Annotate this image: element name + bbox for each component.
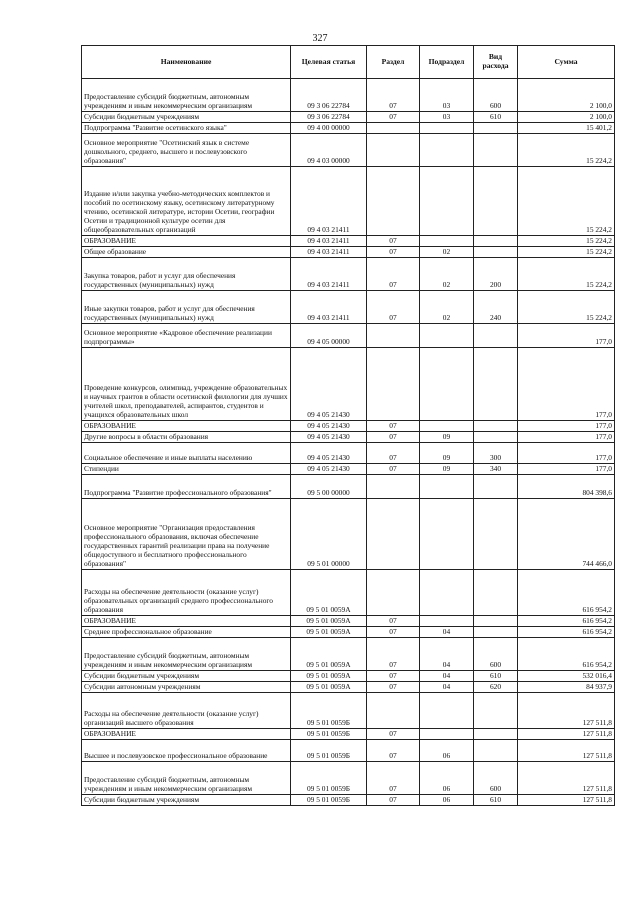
cell-subsection: 09 bbox=[420, 432, 474, 443]
cell-subsection: 02 bbox=[420, 247, 474, 258]
cell-section bbox=[367, 324, 420, 348]
cell-target: 09 4 05 00000 bbox=[291, 324, 367, 348]
cell-section bbox=[367, 475, 420, 499]
cell-section: 07 bbox=[367, 258, 420, 291]
cell-section: 07 bbox=[367, 291, 420, 324]
cell-sum: 15 224,2 bbox=[518, 258, 615, 291]
cell-target: 09 5 01 0059А bbox=[291, 627, 367, 638]
cell-sum: 15 224,2 bbox=[518, 236, 615, 247]
cell-name: Основное мероприятие "Осетинский язык в системе дошкольного, среднего, высшего и послевузовского образования" bbox=[82, 134, 291, 167]
cell-subsection: 04 bbox=[420, 671, 474, 682]
cell-section: 07 bbox=[367, 729, 420, 740]
cell-section bbox=[367, 499, 420, 570]
cell-sum: 2 100,0 bbox=[518, 79, 615, 112]
table-row bbox=[82, 740, 615, 762]
cell-expense-type: 600 bbox=[474, 762, 518, 795]
cell-expense-type bbox=[474, 134, 518, 167]
cell-target: 09 4 03 21411 bbox=[291, 236, 367, 247]
cell-expense-type: 340 bbox=[474, 464, 518, 475]
cell-name: ОБРАЗОВАНИЕ bbox=[82, 236, 291, 247]
cell-name: Расходы на обеспечение деятельности (оказание услуг) организаций высшего образования bbox=[82, 693, 291, 729]
cell-sum: 127 511,8 bbox=[518, 693, 615, 729]
table-row bbox=[82, 123, 615, 134]
cell-expense-type bbox=[474, 627, 518, 638]
cell-section: 07 bbox=[367, 247, 420, 258]
cell-expense-type bbox=[474, 740, 518, 762]
cell-expense-type bbox=[474, 421, 518, 432]
cell-sum: 15 224,2 bbox=[518, 167, 615, 236]
table-row bbox=[82, 324, 615, 348]
table-header-row bbox=[82, 46, 615, 79]
table-row bbox=[82, 348, 615, 421]
cell-subsection bbox=[420, 167, 474, 236]
cell-expense-type bbox=[474, 123, 518, 134]
cell-section: 07 bbox=[367, 682, 420, 693]
cell-target: 09 4 05 21430 bbox=[291, 421, 367, 432]
cell-name: Общее образование bbox=[82, 247, 291, 258]
cell-subsection bbox=[420, 570, 474, 616]
cell-name: Высшее и послевузовское профессиональное образование bbox=[82, 740, 291, 762]
table-row bbox=[82, 729, 615, 740]
cell-target: 09 5 00 00000 bbox=[291, 475, 367, 499]
table-row bbox=[82, 258, 615, 291]
cell-target: 09 4 05 21430 bbox=[291, 348, 367, 421]
table-row bbox=[82, 421, 615, 432]
cell-name: Основное мероприятие «Кадровое обеспечение реализации подпрограммы» bbox=[82, 324, 291, 348]
cell-name: Издание и/или закупка учебно-методических комплектов и пособий по осетинскому языку, осетинскому литературному чтению, осетинской литературе, истории Осетии, географии Осетии и традиционной культуре осетин для общеобразовательных организаций bbox=[82, 167, 291, 236]
cell-expense-type: 240 bbox=[474, 291, 518, 324]
cell-name: Предоставление субсидий бюджетным, автономным учреждениям и иным некоммерческим организациям bbox=[82, 79, 291, 112]
cell-section bbox=[367, 348, 420, 421]
cell-target: 09 3 06 22784 bbox=[291, 79, 367, 112]
cell-sum: 127 511,8 bbox=[518, 762, 615, 795]
cell-sum: 616 954,2 bbox=[518, 616, 615, 627]
cell-target: 09 5 01 0059Б bbox=[291, 762, 367, 795]
table-body bbox=[82, 79, 615, 806]
cell-subsection: 09 bbox=[420, 443, 474, 464]
cell-name: Предоставление субсидий бюджетным, автономным учреждениям и иным некоммерческим организациям bbox=[82, 638, 291, 671]
cell-sum: 804 398,6 bbox=[518, 475, 615, 499]
cell-expense-type bbox=[474, 729, 518, 740]
table-row bbox=[82, 167, 615, 236]
cell-section bbox=[367, 693, 420, 729]
cell-subsection: 02 bbox=[420, 258, 474, 291]
cell-subsection: 04 bbox=[420, 638, 474, 671]
cell-name: Субсидии бюджетным учреждениям bbox=[82, 671, 291, 682]
table-row bbox=[82, 638, 615, 671]
cell-sum: 532 016,4 bbox=[518, 671, 615, 682]
cell-subsection: 03 bbox=[420, 112, 474, 123]
cell-sum: 84 937,9 bbox=[518, 682, 615, 693]
cell-target: 09 5 01 0059А bbox=[291, 682, 367, 693]
page-number: 327 bbox=[312, 33, 328, 44]
cell-expense-type: 200 bbox=[474, 258, 518, 291]
cell-section: 07 bbox=[367, 79, 420, 112]
column-header-target: Целевая статья bbox=[291, 46, 367, 79]
cell-subsection: 02 bbox=[420, 291, 474, 324]
column-header-expense-type: Вид расхода bbox=[474, 46, 518, 79]
cell-target: 09 4 03 21411 bbox=[291, 167, 367, 236]
cell-target: 09 4 00 00000 bbox=[291, 123, 367, 134]
cell-name: Стипендии bbox=[82, 464, 291, 475]
column-header-subsection: Подраздел bbox=[420, 46, 474, 79]
cell-expense-type bbox=[474, 475, 518, 499]
cell-subsection bbox=[420, 616, 474, 627]
cell-sum: 616 954,2 bbox=[518, 570, 615, 616]
table-row bbox=[82, 762, 615, 795]
cell-section: 07 bbox=[367, 638, 420, 671]
cell-sum: 177,0 bbox=[518, 324, 615, 348]
cell-subsection: 06 bbox=[420, 795, 474, 806]
cell-target: 09 4 03 21411 bbox=[291, 247, 367, 258]
cell-target: 09 5 01 0059Б bbox=[291, 795, 367, 806]
cell-sum: 127 511,8 bbox=[518, 740, 615, 762]
cell-name: Подпрограмма "Развитие осетинского языка" bbox=[82, 123, 291, 134]
cell-expense-type: 600 bbox=[474, 638, 518, 671]
cell-target: 09 5 01 0059Б bbox=[291, 740, 367, 762]
cell-sum: 616 954,2 bbox=[518, 627, 615, 638]
cell-sum: 2 100,0 bbox=[518, 112, 615, 123]
cell-subsection: 03 bbox=[420, 79, 474, 112]
table-row bbox=[82, 443, 615, 464]
cell-name: ОБРАЗОВАНИЕ bbox=[82, 616, 291, 627]
cell-name: Расходы на обеспечение деятельности (оказание услуг) образовательных организаций среднего профессионального образования bbox=[82, 570, 291, 616]
cell-expense-type: 610 bbox=[474, 112, 518, 123]
table-row bbox=[82, 671, 615, 682]
cell-expense-type: 600 bbox=[474, 79, 518, 112]
cell-subsection bbox=[420, 421, 474, 432]
cell-subsection bbox=[420, 236, 474, 247]
cell-sum: 177,0 bbox=[518, 464, 615, 475]
cell-subsection bbox=[420, 729, 474, 740]
cell-sum: 177,0 bbox=[518, 348, 615, 421]
cell-name: Субсидии бюджетным учреждениям bbox=[82, 795, 291, 806]
cell-expense-type: 610 bbox=[474, 671, 518, 682]
table-row bbox=[82, 247, 615, 258]
table-row bbox=[82, 112, 615, 123]
cell-sum: 15 224,2 bbox=[518, 134, 615, 167]
cell-name: Среднее профессиональное образование bbox=[82, 627, 291, 638]
cell-name: Субсидии бюджетным учреждениям bbox=[82, 112, 291, 123]
cell-section: 07 bbox=[367, 616, 420, 627]
table-row bbox=[82, 475, 615, 499]
cell-target: 09 5 01 0059Б bbox=[291, 729, 367, 740]
cell-target: 09 4 03 21411 bbox=[291, 291, 367, 324]
cell-name: ОБРАЗОВАНИЕ bbox=[82, 421, 291, 432]
cell-target: 09 4 05 21430 bbox=[291, 443, 367, 464]
cell-name: Субсидии автономным учреждениям bbox=[82, 682, 291, 693]
cell-sum: 127 511,8 bbox=[518, 795, 615, 806]
cell-name: Подпрограмма "Развитие профессионального образования" bbox=[82, 475, 291, 499]
cell-section bbox=[367, 134, 420, 167]
table-row bbox=[82, 570, 615, 616]
column-header-sum: Сумма bbox=[518, 46, 615, 79]
table-row bbox=[82, 616, 615, 627]
cell-name: Основное мероприятие "Организация предоставления профессионального образования, включая обеспечение государственных гарантий реализации права на получение общедоступного и бесплатного профессионального образования" bbox=[82, 499, 291, 570]
table-row bbox=[82, 682, 615, 693]
cell-sum: 15 401,2 bbox=[518, 123, 615, 134]
cell-expense-type bbox=[474, 432, 518, 443]
cell-subsection bbox=[420, 123, 474, 134]
cell-subsection: 04 bbox=[420, 682, 474, 693]
table-row bbox=[82, 236, 615, 247]
cell-expense-type bbox=[474, 348, 518, 421]
cell-target: 09 3 06 22784 bbox=[291, 112, 367, 123]
table-row bbox=[82, 795, 615, 806]
cell-target: 09 5 01 0059А bbox=[291, 616, 367, 627]
cell-name: Социальное обеспечение и иные выплаты населению bbox=[82, 443, 291, 464]
cell-section: 07 bbox=[367, 432, 420, 443]
cell-subsection bbox=[420, 348, 474, 421]
cell-sum: 15 224,2 bbox=[518, 291, 615, 324]
cell-subsection bbox=[420, 134, 474, 167]
table-row bbox=[82, 134, 615, 167]
cell-expense-type bbox=[474, 324, 518, 348]
cell-expense-type bbox=[474, 167, 518, 236]
cell-target: 09 5 01 0059А bbox=[291, 570, 367, 616]
cell-sum: 744 466,0 bbox=[518, 499, 615, 570]
table-row bbox=[82, 693, 615, 729]
cell-section: 07 bbox=[367, 795, 420, 806]
cell-expense-type: 610 bbox=[474, 795, 518, 806]
cell-section: 07 bbox=[367, 443, 420, 464]
cell-section: 07 bbox=[367, 112, 420, 123]
cell-section bbox=[367, 123, 420, 134]
cell-section: 07 bbox=[367, 464, 420, 475]
cell-target: 09 5 01 00000 bbox=[291, 499, 367, 570]
cell-expense-type: 300 bbox=[474, 443, 518, 464]
cell-target: 09 4 03 00000 bbox=[291, 134, 367, 167]
cell-name: ОБРАЗОВАНИЕ bbox=[82, 729, 291, 740]
budget-table bbox=[81, 45, 615, 806]
cell-subsection: 09 bbox=[420, 464, 474, 475]
cell-section: 07 bbox=[367, 740, 420, 762]
column-header-section: Раздел bbox=[367, 46, 420, 79]
cell-subsection bbox=[420, 475, 474, 499]
cell-expense-type bbox=[474, 247, 518, 258]
cell-name: Закупка товаров, работ и услуг для обеспечения государственных (муниципальных) нужд bbox=[82, 258, 291, 291]
cell-subsection bbox=[420, 693, 474, 729]
cell-sum: 177,0 bbox=[518, 443, 615, 464]
cell-expense-type bbox=[474, 570, 518, 616]
cell-subsection: 06 bbox=[420, 762, 474, 795]
cell-name: Проведение конкурсов, олимпиад, учреждение образовательных и научных грантов в области осетинской филологии для лучших учителей школ, преподавателей, аспирантов, студентов и учащихся образовательных школ bbox=[82, 348, 291, 421]
cell-expense-type: 620 bbox=[474, 682, 518, 693]
cell-target: 09 4 05 21430 bbox=[291, 464, 367, 475]
cell-expense-type bbox=[474, 236, 518, 247]
table-row bbox=[82, 499, 615, 570]
cell-section: 07 bbox=[367, 671, 420, 682]
cell-target: 09 5 01 0059А bbox=[291, 671, 367, 682]
cell-name: Другие вопросы в области образования bbox=[82, 432, 291, 443]
cell-subsection: 06 bbox=[420, 740, 474, 762]
cell-subsection bbox=[420, 324, 474, 348]
table-row bbox=[82, 464, 615, 475]
cell-expense-type bbox=[474, 693, 518, 729]
cell-name: Предоставление субсидий бюджетным, автономным учреждениям и иным некоммерческим организациям bbox=[82, 762, 291, 795]
cell-target: 09 4 03 21411 bbox=[291, 258, 367, 291]
cell-sum: 177,0 bbox=[518, 421, 615, 432]
cell-target: 09 4 05 21430 bbox=[291, 432, 367, 443]
table-row bbox=[82, 627, 615, 638]
cell-section: 07 bbox=[367, 762, 420, 795]
cell-subsection bbox=[420, 499, 474, 570]
cell-target: 09 5 01 0059Б bbox=[291, 693, 367, 729]
table-row bbox=[82, 432, 615, 443]
table-row bbox=[82, 291, 615, 324]
cell-expense-type bbox=[474, 616, 518, 627]
cell-subsection: 04 bbox=[420, 627, 474, 638]
cell-sum: 15 224,2 bbox=[518, 247, 615, 258]
cell-sum: 616 954,2 bbox=[518, 638, 615, 671]
cell-section: 07 bbox=[367, 236, 420, 247]
cell-target: 09 5 01 0059А bbox=[291, 638, 367, 671]
cell-sum: 127 511,8 bbox=[518, 729, 615, 740]
column-header-name: Наименование bbox=[82, 46, 291, 79]
cell-section bbox=[367, 570, 420, 616]
cell-sum: 177,0 bbox=[518, 432, 615, 443]
cell-section: 07 bbox=[367, 627, 420, 638]
cell-section: 07 bbox=[367, 421, 420, 432]
cell-name: Иные закупки товаров, работ и услуг для обеспечения государственных (муниципальных) нужд bbox=[82, 291, 291, 324]
cell-expense-type bbox=[474, 499, 518, 570]
cell-section bbox=[367, 167, 420, 236]
table-row bbox=[82, 79, 615, 112]
